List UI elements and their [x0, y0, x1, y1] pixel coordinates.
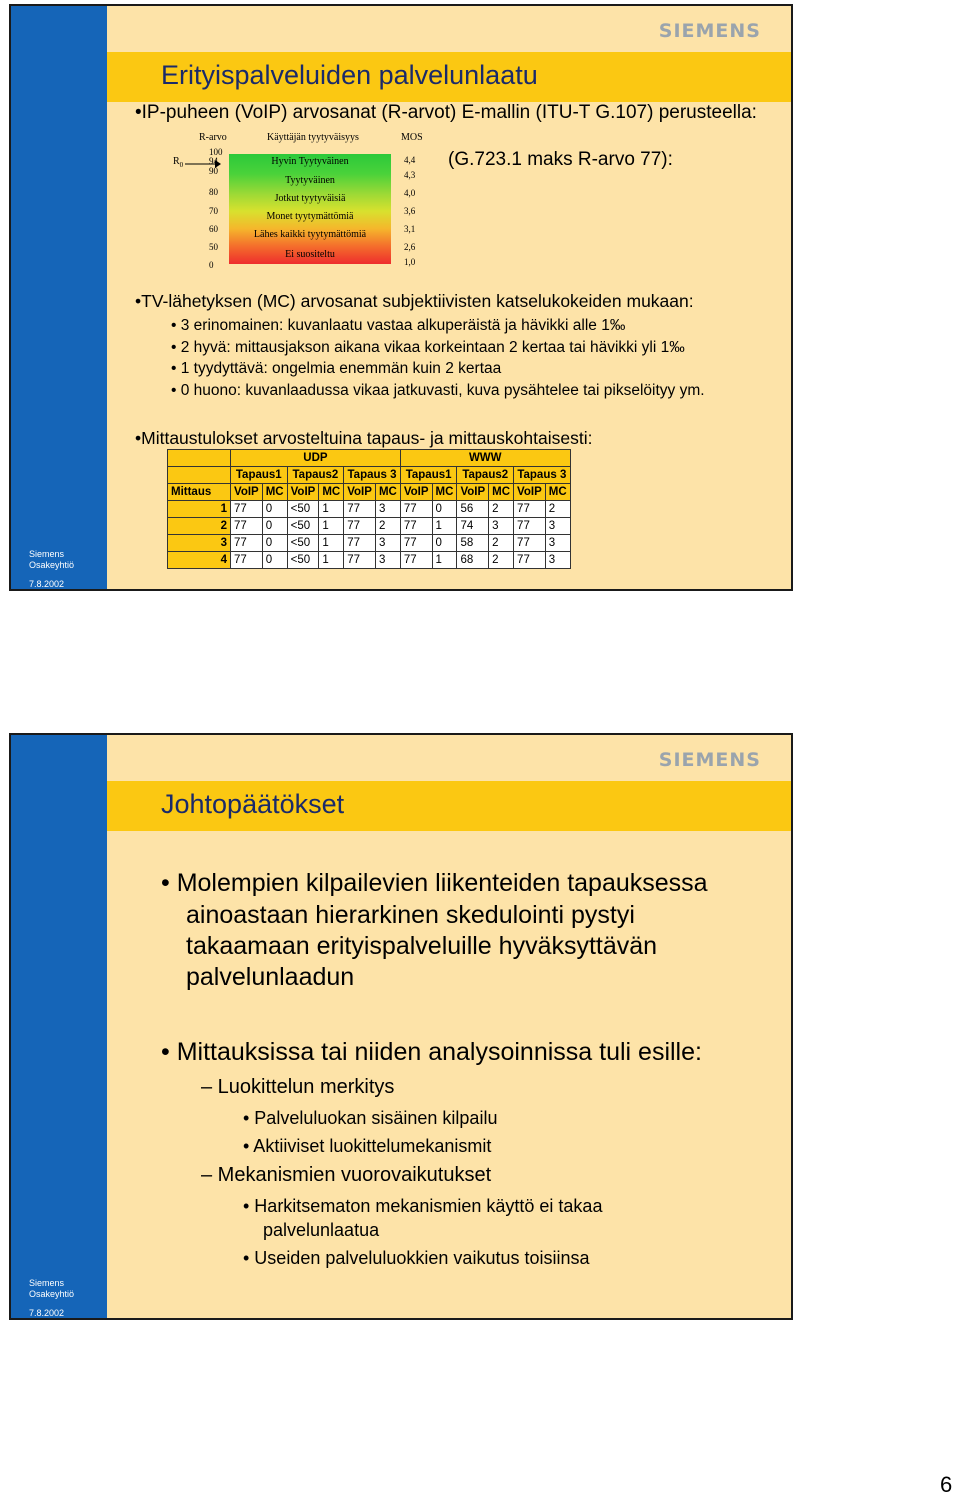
r-tick: 100	[209, 147, 223, 157]
table-cell: 2	[489, 501, 514, 518]
sub-sub-point: • Useiden palveluluokkien vaikutus toisiinsa	[243, 1248, 590, 1268]
table-cell: 77	[400, 552, 432, 569]
table-cell: 2	[489, 535, 514, 552]
table-cell: 2	[545, 501, 570, 518]
satisfaction-header: Käyttäjän tyytyväisyys	[267, 132, 359, 143]
table-row	[168, 535, 571, 552]
footer-company-type: Osakeyhtiö	[29, 560, 75, 570]
conclusion-bullet-2: • Mittauksissa tai niiden analysoinnissa tuli esille:	[161, 1038, 702, 1066]
footer-company-type: Osakeyhtiö	[29, 1289, 75, 1299]
table-cell: 0	[262, 501, 287, 518]
table-cell: 0	[262, 552, 287, 569]
footer-company: Siemens	[29, 549, 65, 559]
band-label: Tyytyväinen	[285, 175, 335, 186]
sub-header: VoIP	[231, 484, 263, 501]
table-cell: 77	[344, 518, 376, 535]
mos-tick: 4,0	[404, 188, 416, 198]
table-cell: 1	[432, 518, 457, 535]
table-cell: 56	[457, 501, 489, 518]
conclusion-bullet-1: • Molempien kilpailevien liikenteiden tapauksessa	[161, 869, 708, 897]
table-cell: 3	[545, 535, 570, 552]
case-header: Tapaus1	[231, 467, 288, 484]
table-cell: 3	[545, 552, 570, 569]
case-header: Tapaus2	[287, 467, 344, 484]
sub-header: MC	[319, 484, 344, 501]
www-header: WWW	[400, 450, 570, 467]
table-cell: 77	[400, 518, 432, 535]
results-table	[167, 449, 571, 569]
band-label: Monet tyytymättömiä	[266, 211, 354, 222]
table-cell: 77	[344, 535, 376, 552]
satisfaction-gradient-bar	[229, 154, 391, 264]
sub-sub-point: • Harkitsematon mekanismien käyttö ei takaa	[243, 1196, 603, 1216]
band-label: Jotkut tyytyväisiä	[274, 193, 346, 204]
tv-item: • 3 erinomainen: kuvanlaatu vastaa alkuperäistä ja hävikki alle 1‰	[171, 317, 626, 334]
table-cell: 58	[457, 535, 489, 552]
siemens-logo: SIEMENS	[658, 749, 761, 771]
table-cell: 2	[375, 518, 400, 535]
r-tick: 80	[209, 187, 218, 197]
bullet-tv: •TV-lähetyksen (MC) arvosanat subjektiivisten katselukokeiden mukaan:	[135, 291, 694, 311]
row-number: 4	[168, 552, 231, 569]
footer-date: 7.8.2002	[29, 579, 65, 589]
table-cell: 3	[489, 518, 514, 535]
case-header: Tapaus2	[457, 467, 514, 484]
sub-header: VoIP	[287, 484, 319, 501]
table-cell: 77	[514, 501, 546, 518]
sub-sub-point-line: palvelunlaatua	[263, 1220, 380, 1240]
sub-sub-point: • Aktiiviset luokittelumekanismit	[243, 1136, 492, 1156]
band-label: Hyvin Tyytyväinen	[271, 156, 349, 167]
table-cell: 1	[319, 501, 344, 518]
table-cell: <50	[287, 518, 319, 535]
band-label: Lähes kaikki tyytymättömiä	[253, 229, 367, 240]
band-label: Ei suositeltu	[285, 249, 335, 260]
table-cell: 3	[375, 535, 400, 552]
r-tick: 60	[209, 224, 218, 234]
table-cell: 3	[375, 501, 400, 518]
slide-title: Johtopäätökset	[161, 789, 345, 819]
mos-tick: 3,6	[404, 206, 416, 216]
case-header: Tapaus 3	[514, 467, 571, 484]
g723-note: (G.723.1 maks R-arvo 77):	[448, 149, 673, 170]
r-axis-header: R-arvo	[199, 132, 227, 143]
mos-header: MOS	[401, 132, 423, 143]
table-row	[168, 518, 571, 535]
sub-header: VoIP	[457, 484, 489, 501]
table-cell: 68	[457, 552, 489, 569]
bullet-measurements: •Mittaustulokset arvosteltuina tapaus- ja mittauskohtaisesti:	[135, 428, 593, 448]
tv-item: • 2 hyvä: mittausjakson aikana vikaa korkeintaan 2 kertaa tai hävikki yli 1‰	[171, 339, 685, 356]
r-tick: 70	[209, 206, 218, 216]
sub-point: – Luokittelun merkitys	[201, 1076, 395, 1098]
table-cell: 77	[231, 535, 263, 552]
bullet-voip: •IP-puheen (VoIP) arvosanat (R-arvot) E-mallin (ITU-T G.107) perusteella:	[135, 102, 757, 123]
r-tick: 0	[209, 260, 214, 270]
table-cell: 3	[545, 518, 570, 535]
sub-header: MC	[432, 484, 457, 501]
sub-header: VoIP	[514, 484, 546, 501]
r-tick: 90	[209, 166, 218, 176]
table-cell: 3	[375, 552, 400, 569]
conclusion-bullet-1-line: ainoastaan hierarkinen skedulointi pystyi	[186, 901, 635, 929]
slide-footer	[29, 1278, 74, 1319]
sub-header: MC	[262, 484, 287, 501]
case-header: Tapaus1	[400, 467, 457, 484]
page-number: 6	[940, 1472, 953, 1497]
udp-header: UDP	[231, 450, 401, 467]
table-cell: <50	[287, 501, 319, 518]
mos-tick: 2,6	[404, 242, 416, 252]
table-cell: 2	[489, 552, 514, 569]
table-cell: 77	[514, 552, 546, 569]
conclusion-bullet-1-line: takaamaan erityispalveluille hyväksyttävän	[186, 932, 658, 960]
table-cell: 77	[400, 535, 432, 552]
table-row	[168, 501, 571, 518]
table-cell: 0	[432, 535, 457, 552]
table-cell: 1	[319, 552, 344, 569]
row-number: 3	[168, 535, 231, 552]
table-cell: 1	[432, 552, 457, 569]
table-cell: 77	[344, 552, 376, 569]
sub-header: VoIP	[344, 484, 376, 501]
mos-tick: 1,0	[404, 257, 416, 267]
footer-date: 7.8.2002	[29, 1308, 65, 1318]
table-cell: 77	[400, 501, 432, 518]
r-tick: 94	[209, 156, 218, 166]
r0-label: $R_0$	[173, 156, 184, 169]
table-cell: <50	[287, 552, 319, 569]
tv-item: • 0 huono: kuvanlaadussa vikaa jatkuvasti, kuva pysähtelee tai pikselöityy ym.	[171, 382, 705, 399]
mos-tick: 4,3	[404, 170, 416, 180]
table-cell: 74	[457, 518, 489, 535]
table-cell: 77	[231, 501, 263, 518]
table-cell: 0	[432, 501, 457, 518]
footer-company: Siemens	[29, 1278, 65, 1288]
r-tick: 50	[209, 242, 218, 252]
table-cell: 77	[231, 518, 263, 535]
table-cell: 1	[319, 535, 344, 552]
mos-tick: 4,4	[404, 155, 416, 165]
slide-conclusions	[9, 733, 793, 1320]
slide-title: Erityispalveluiden palvelunlaatu	[161, 60, 538, 90]
sub-sub-point: • Palveluluokan sisäinen kilpailu	[243, 1108, 498, 1128]
slide-qos	[9, 4, 793, 591]
table-cell: 77	[514, 535, 546, 552]
tv-item: • 1 tyydyttävä: ongelmia enemmän kuin 2 kertaa	[171, 360, 502, 377]
table-cell: <50	[287, 535, 319, 552]
table-row	[168, 552, 571, 569]
case-header: Tapaus 3	[344, 467, 401, 484]
slide-sidebar	[11, 6, 107, 589]
sub-header: MC	[375, 484, 400, 501]
table-cell: 0	[262, 518, 287, 535]
row-number: 2	[168, 518, 231, 535]
slide-footer	[29, 549, 74, 590]
table-cell: 77	[344, 501, 376, 518]
table-cell: 77	[231, 552, 263, 569]
sub-header: MC	[489, 484, 514, 501]
table-cell: 1	[319, 518, 344, 535]
sub-header: MC	[545, 484, 570, 501]
siemens-logo: SIEMENS	[658, 20, 761, 42]
row-header: Mittaus	[168, 484, 231, 501]
slide-sidebar	[11, 735, 107, 1318]
mos-tick: 3,1	[404, 224, 416, 234]
table-corner	[168, 450, 231, 467]
sub-header: VoIP	[400, 484, 432, 501]
sub-point: – Mekanismien vuorovaikutukset	[201, 1164, 492, 1186]
row-number: 1	[168, 501, 231, 518]
conclusion-bullet-1-line: palvelunlaadun	[186, 963, 355, 991]
table-cell: 0	[262, 535, 287, 552]
table-corner	[168, 467, 231, 484]
table-cell: 77	[514, 518, 546, 535]
